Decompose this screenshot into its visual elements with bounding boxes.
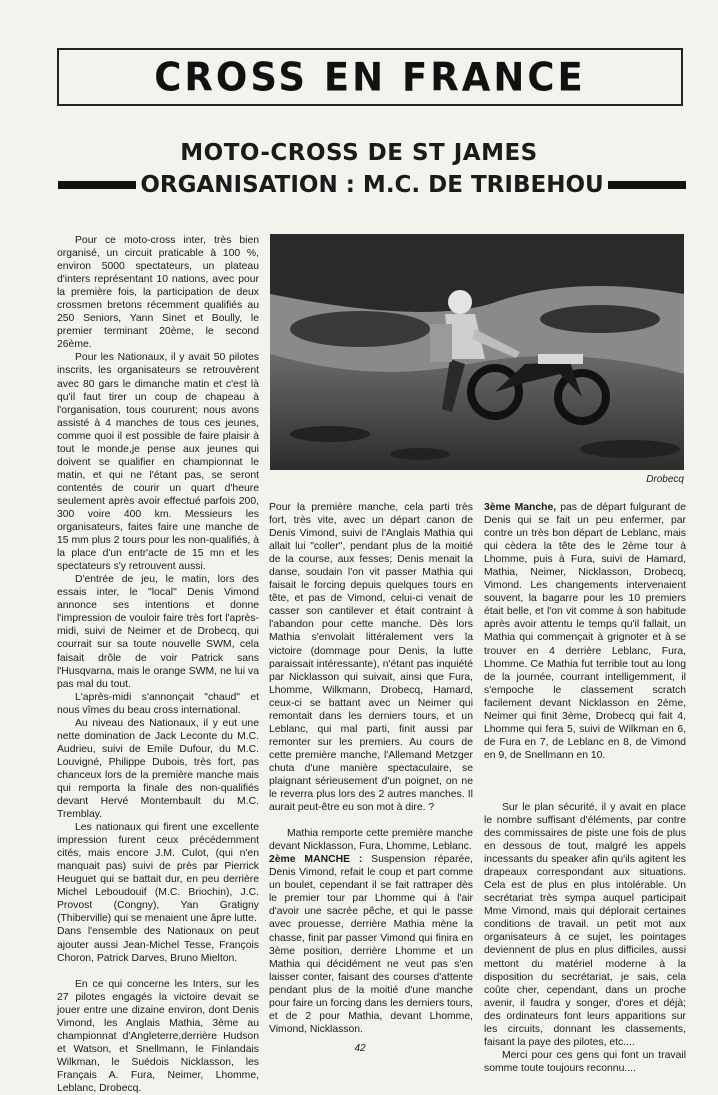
paragraph: pas de départ fulgurant de Denis qui se fait un peu enfermer, par contre un très bon départ de Leblanc, mais qui cèdera la tête des le 2ème tour à Lhomme, puis à Fura, suivi de Hamard, Mathia, Neimer, Nicklasson, Drobecq, Vimond. Les changements intervenaient souvent, la bagarre pour les 10 premiers était belle, et l'on vit comme à son habitude après avoir attentu le temps qu'il fallait, un Mathia qui commençait à grignoter et à se trouver en 4 derrière Leblanc, Fura, Lhomme. Ce Mathia fut terrible tout au long de la journée, courrant intelligemment, il s'empoche le classement scratch facilement devant Nicklasson en 2ème, Neimer qui finit 3ème, Drobecq qui fait 4, Lhomme qui fera 5, suivi de Wilkman en 6, de Fura en 7, de Leblanc en 8, de Vimond en 9, de Snellmann en 10. <box>484 502 686 761</box>
column-3 <box>484 501 686 1075</box>
rule-right <box>608 181 686 189</box>
heat-heading: 2ème MANCHE : <box>269 854 363 866</box>
paragraph: Merci pour ces gens qui font un travail somme toute toujours reconnu.... <box>484 1049 686 1074</box>
race-photo <box>270 234 684 470</box>
paragraph: D'entrée de jeu, le matin, lors des essais inter, le "local" Denis Vimond annonce ses intentions et donne l'impression de vouloir faire très fort l'après-midi, suivi de Neimer et de Drobecq, qui courrait sur sa toute nouvelle SWM, cela faisait drôle de voir Patrick sans l'Husqvarna, mais le orange SWM, ne lui va pas mal du tout. <box>57 574 259 690</box>
photo-caption: Drobecq <box>646 474 684 485</box>
section-title: CROSS EN FRANCE <box>154 54 586 100</box>
paragraph: Suspension réparée, Denis Vimond, refait le coup et part comme un boulet, cependant il se fait rattraper dès le premier tour par Lhomme qui à l'air d'avoir une sacrée pêche, et qui le passe avec prouesse, derrière Mathia mène la chasse, finit par passer Vimond qui finira en 3ème position, derrière Lhomme et un Mathia qui décidément ne veut pas s'en laisser conter, faisant des courses d'attente pendant plus de la moitié d'une manche pour faire un forcing dans les derniers tours, et de 2 pour Mathia, devant Lhomme, Vimond, Nicklasson. <box>269 854 473 1035</box>
column-1 <box>57 234 259 1095</box>
heat-heading: 3ème Manche, <box>484 502 557 513</box>
article-subheadline-row <box>58 172 686 198</box>
paragraph: En ce qui concerne les Inters, sur les 27 pilotes engagés la victoire devait se jouer entre une dizaine environ, dont Denis Vimond, les Anglais Mathia, 3ème au championnat d'Angleterre,derrière Hudson et Watson, et Snellmann, le Finlandais Wilkman, le Suédois Nicklasson, les Français A. Fura, Neimer, Lhomme, Leblanc, Drobecq. <box>57 978 259 1094</box>
paragraph: Pour ce moto-cross inter, très bien organisé, un circuit praticable à 100 %, environ 5000 spectateurs, un plateau d'inters représentant 10 nations, avec pour la première fois, la participation de deux crossmen bretons récemment qualifiés au 250 Seniors, Yann Sinet et Boully, le premier terminant 20ème, le second 26ème. <box>57 235 259 351</box>
page-number: 42 <box>354 1043 366 1054</box>
motocross-rider-image <box>270 234 684 470</box>
paragraph: Sur le plan sécurité, il y avait en place le nombre suffisant d'éléments, par contre des commissaires de piste une fois de plus en dessous de tout, malgré les appels incessants du speaker afin qu'ils agitent les drapeaux correspondant aux situations. Cela est de plus en plus intolérable. Un secrétariat très sympa auquel participait Mme Vimond, mais qui déplorait certaines conditions de travail. un petit mot aux organisateurs à ce sujet, les pointages deviennent de plus en plus difficiles, aussi mettont du matériel moderne à la disposition du secrétariat, je sais, cela coûte cher, cependant, dans un proche avenir, il faudra y songer, d'ores et déjà; des ordinateurs font leurs apparitions sur les circuits, donnant les classements, faisant la paye des pilotes, etc.... <box>484 801 686 1048</box>
section-banner <box>57 48 683 106</box>
rule-left <box>58 181 136 189</box>
paragraph: Pour la première manche, cela parti très fort, très vite, avec un départ canon de Denis Vimond, suivi de l'Anglais Mathia qui allait lui "coller", pendant plus de la moitié de la course, aux fesses; Denis menait la danse, soudain l'on vit passer Mathia qui faisait le forcing depuis quelques tours en tête, et pas de Vimond, celui-ci venait de casser son cantilever et était contraint à l'abandon pour cette manche. Dès lors Mathia s'envolait littéralement vers la victoire (dommage pour Denis, la lutte paraissait intéressante), n'étant pas inquiété par Nicklasson qui suivait, ainsi que Fura, Lhomme, Wilkmann, Drobecq, Hamard, ceux-ci se battant avec un Neimer qui remontait dans les derniers tours, et un Leblanc, qui mal parti, finit aussi par remonter sur les premiers. Au cours de cette première manche, l'Allemand Metzger chuta d'une manière spectaculaire, se plaignant sérieusement d'un poignet, on ne le reverra plus lors des 2 autres manches. Il aurait peut-être eu son mot à dire. ? <box>269 502 473 814</box>
paragraph: Les nationaux qui firent une excellente impression furent ceux précédemment cités, mais encore J.M. Culot, (qui n'en manquait pas) suivi de près par Pierrick Heuguet qui se battait dur, en peu derrière Michel Leboudouif (M.C. Briochin), J.C. Provost (Congny), Yan Gratigny (Thiberville) qui se menaient une âpre lutte. <box>57 822 259 925</box>
paragraph: L'après-midi s'annonçait "chaud" et nous vîmes du beau cross international. <box>57 691 259 716</box>
column-2 <box>269 501 473 1036</box>
paragraph: Pour les Nationaux, il y avait 50 pilotes inscrits, les organisateurs se retrouvèrent avec 80 gars le dimanche matin et c'est là qu'il faut tirer un coup de chapeau à l'organisation, tous coururent; nous avons assisté à 4 manches de tous ces jeunes, comme quoi il est possible de faire plaisir à tout le monde,je pense aux jeunes qui doivent se qualifier en championnat le matin, et qui ne l'étant pas, se seront contentés de courir un quart d'heure seulement après avoir effectué parfois 200, 300 voire 400 km. Messieurs les organisateurs, faites faire une manche de 15 mm plus 2 tours pour les non-qualifiés, à la place d'un entr'acte de 15 mn et les spectateurs s'y retrouvent aussi. <box>57 352 259 573</box>
paragraph: Au niveau des Nationaux, il y eut une nette domination de Jack Leconte du M.C. Audrieu, suivi de Emile Dufour, du M.C. Louvigné, Philippe Dubois, très fort, pas chanceux lors de la première manche mais qui remporta la finale des non-qualifiés devant Hervé Montembault du M.C. Tremblay. <box>57 717 259 821</box>
article-headline: MOTO-CROSS DE ST JAMES <box>180 140 538 166</box>
article-subheadline: ORGANISATION : M.C. DE TRIBEHOU <box>140 172 604 198</box>
paragraph: Dans l'ensemble des Nationaux on peut ajouter aussi Jean-Michel Tesse, François Choron, Patrick Darves, Bruno Mielton. <box>57 926 259 964</box>
paragraph: Mathia remporte cette première manche devant Nicklasson, Fura, Lhomme, Leblanc. <box>269 828 473 853</box>
